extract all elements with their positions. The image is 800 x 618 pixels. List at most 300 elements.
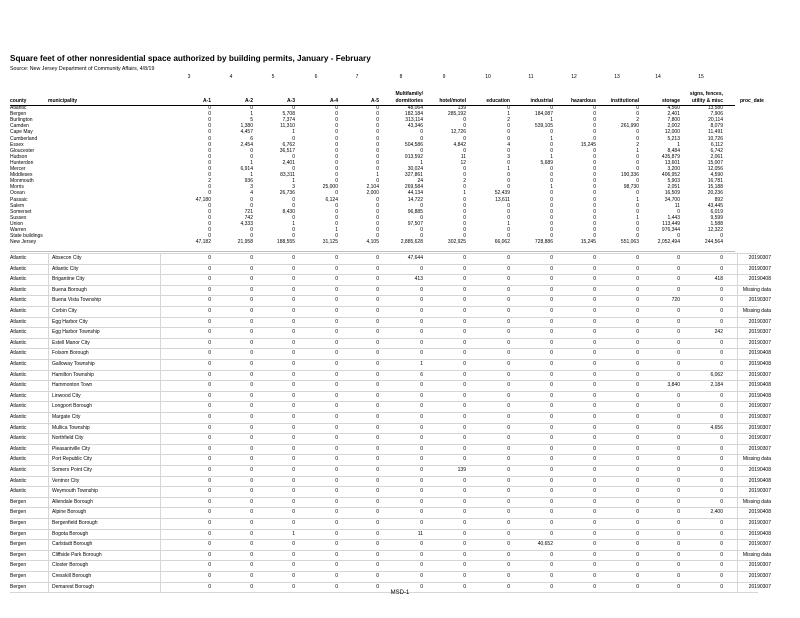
table-row bbox=[0, 423, 800, 434]
cell-a3: 0 bbox=[292, 308, 295, 314]
cell-a4: 0 bbox=[335, 424, 338, 431]
cell-hazardous: 0 bbox=[593, 530, 596, 537]
column-number: 3 bbox=[187, 74, 191, 80]
cell-industrial: 0 bbox=[550, 286, 553, 293]
cell-industrial: 0 bbox=[550, 318, 553, 325]
cell-signs: 0 bbox=[720, 562, 723, 569]
column-number: 5 bbox=[271, 74, 275, 80]
row-county: Atlantic bbox=[10, 488, 27, 495]
cell-hazardous: 0 bbox=[593, 498, 596, 505]
cell-institutional: 0 bbox=[636, 424, 639, 431]
row-county: Atlantic bbox=[10, 308, 27, 314]
cell-education: 0 bbox=[507, 392, 510, 399]
cell-a5: 0 bbox=[376, 392, 379, 399]
cell-proc-date: 20190408 bbox=[748, 276, 771, 283]
cell-hazardous: 0 bbox=[593, 562, 596, 569]
cell-multifamily: 0 bbox=[420, 214, 423, 221]
cell-a5: 0 bbox=[376, 255, 379, 261]
cell-hotel: 0 bbox=[463, 435, 466, 442]
cell-a3: 3 bbox=[292, 184, 295, 191]
cell-hazardous: 0 bbox=[593, 339, 596, 346]
row-county: Atlantic bbox=[10, 456, 27, 463]
cell-a4: 0 bbox=[335, 214, 338, 221]
cell-hazardous: 0 bbox=[593, 583, 596, 590]
cell-industrial: 0 bbox=[550, 297, 553, 304]
cell-education: 0 bbox=[507, 403, 510, 410]
cell-signs: 12,056 bbox=[707, 166, 723, 172]
cell-industrial: 184,087 bbox=[534, 111, 553, 118]
cell-signs: 4,656 bbox=[710, 424, 723, 431]
cell-signs: 0 bbox=[720, 361, 723, 367]
row-municipality: Pleasantville City bbox=[52, 445, 91, 452]
cell-hazardous: 0 bbox=[593, 329, 596, 336]
row-municipality: Longport Borough bbox=[52, 403, 93, 410]
cell-a5: 4,105 bbox=[366, 239, 379, 246]
cell-proc-date: 20190307 bbox=[748, 488, 771, 495]
cell-industrial: 0 bbox=[550, 477, 553, 484]
cell-signs: 242 bbox=[714, 329, 723, 336]
cell-a4: 0 bbox=[335, 541, 338, 548]
cell-institutional: 0 bbox=[636, 153, 639, 160]
cell-a4: 0 bbox=[335, 286, 338, 293]
cell-a3: 0 bbox=[292, 467, 295, 473]
cell-industrial: 0 bbox=[550, 196, 553, 203]
cell-hotel: 11 bbox=[460, 153, 466, 160]
cell-a4: 0 bbox=[335, 403, 338, 410]
cell-a3: 36,517 bbox=[279, 147, 295, 154]
cell-signs: 892 bbox=[714, 196, 723, 203]
cell-multifamily: 0 bbox=[420, 403, 423, 410]
cell-multifamily: 0 bbox=[420, 308, 423, 314]
header-a2: A-2 bbox=[244, 98, 253, 104]
cell-signs: 0 bbox=[720, 318, 723, 325]
cell-education: 0 bbox=[507, 530, 510, 537]
cell-multifamily: 1 bbox=[420, 159, 423, 166]
cell-industrial: 0 bbox=[550, 129, 553, 136]
cell-hotel: 0 bbox=[463, 286, 466, 293]
row-county: Bergen bbox=[10, 562, 27, 569]
cell-hotel: 0 bbox=[463, 227, 466, 233]
cell-storage: 0 bbox=[677, 329, 680, 336]
header-row-top bbox=[0, 91, 800, 97]
cell-signs: 0 bbox=[720, 498, 723, 505]
row-municipality: Egg Harbor City bbox=[52, 318, 88, 325]
row-municipality: Somers Point City bbox=[52, 467, 93, 473]
table-row bbox=[0, 444, 800, 455]
cell-industrial: 1 bbox=[550, 117, 553, 124]
cell-institutional: 0 bbox=[636, 530, 639, 537]
cell-a4: 0 bbox=[335, 520, 338, 526]
row-municipality: Folsom Borough bbox=[52, 350, 89, 357]
county-name: Morris bbox=[10, 184, 24, 191]
cell-hazardous: 0 bbox=[593, 123, 596, 130]
cell-signs: 10,726 bbox=[707, 135, 723, 142]
cell-a3: 0 bbox=[292, 339, 295, 346]
row-county: Atlantic bbox=[10, 297, 27, 304]
cell-education: 0 bbox=[507, 214, 510, 221]
cell-a3: 0 bbox=[292, 153, 295, 160]
state-total-row bbox=[0, 239, 800, 245]
cell-a4: 0 bbox=[335, 350, 338, 357]
cell-institutional: 0 bbox=[636, 445, 639, 452]
row-municipality: Corbin City bbox=[52, 308, 77, 314]
cell-a1: 0 bbox=[208, 105, 211, 111]
cell-a2: 0 bbox=[250, 573, 253, 579]
cell-storage: 0 bbox=[677, 286, 680, 293]
cell-a1: 0 bbox=[208, 202, 211, 209]
cell-a4: 0 bbox=[335, 361, 338, 367]
row-county: Atlantic bbox=[10, 445, 27, 452]
cell-a5: 0 bbox=[376, 153, 379, 160]
cell-industrial: 0 bbox=[550, 562, 553, 569]
table-row bbox=[0, 507, 800, 518]
cell-storage: 2,051 bbox=[667, 184, 680, 191]
cell-education: 0 bbox=[507, 371, 510, 378]
row-municipality: Galloway Township bbox=[52, 361, 95, 367]
cell-a2: 0 bbox=[250, 467, 253, 473]
cell-signs: 0 bbox=[720, 551, 723, 558]
cell-proc-date: 20190307 bbox=[748, 435, 771, 442]
cell-a5: 0 bbox=[376, 276, 379, 283]
cell-signs: 0 bbox=[720, 286, 723, 293]
cell-hazardous: 0 bbox=[593, 477, 596, 484]
header-county: county bbox=[10, 98, 27, 104]
cell-a5: 0 bbox=[376, 541, 379, 548]
cell-a3: 0 bbox=[292, 286, 295, 293]
cell-institutional: 0 bbox=[636, 361, 639, 367]
cell-a4: 0 bbox=[335, 141, 338, 148]
cell-proc-date: 20190307 bbox=[748, 445, 771, 452]
cell-hotel: 0 bbox=[463, 202, 466, 209]
cell-a2: 0 bbox=[250, 392, 253, 399]
column-number: 14 bbox=[655, 74, 661, 80]
cell-a4: 0 bbox=[335, 117, 338, 124]
row-rule bbox=[10, 380, 758, 381]
header-multifamily-top: Multifamily/ bbox=[395, 91, 423, 97]
cell-a3: 0 bbox=[292, 329, 295, 336]
cell-storage: 0 bbox=[677, 562, 680, 569]
cell-a1: 0 bbox=[208, 509, 211, 516]
header-proc-date: proc_date bbox=[740, 98, 764, 104]
cell-multifamily: 0 bbox=[420, 286, 423, 293]
cell-institutional: 0 bbox=[636, 129, 639, 136]
cell-a2: 1 bbox=[250, 111, 253, 118]
cell-a2: 4 bbox=[250, 190, 253, 197]
cell-a4: 0 bbox=[335, 488, 338, 495]
cell-a1: 0 bbox=[208, 392, 211, 399]
row-county: Atlantic bbox=[10, 339, 27, 346]
cell-industrial: 0 bbox=[550, 520, 553, 526]
cell-multifamily: 0 bbox=[420, 467, 423, 473]
cell-a5: 0 bbox=[376, 196, 379, 203]
cell-multifamily: 0 bbox=[420, 135, 423, 142]
county-name: Salem bbox=[10, 202, 25, 209]
cell-hazardous: 0 bbox=[593, 403, 596, 410]
row-municipality: Margate City bbox=[52, 414, 81, 420]
row-rule bbox=[10, 518, 758, 519]
cell-a5: 0 bbox=[376, 105, 379, 111]
cell-a4: 0 bbox=[335, 190, 338, 197]
column-number: 4 bbox=[229, 74, 233, 80]
cell-multifamily: 0 bbox=[420, 382, 423, 389]
cell-a1: 0 bbox=[208, 123, 211, 130]
cell-a5: 0 bbox=[376, 111, 379, 118]
cell-hazardous: 0 bbox=[593, 227, 596, 233]
cell-a2: 0 bbox=[250, 105, 253, 111]
cell-education: 0 bbox=[507, 123, 510, 130]
cell-industrial: 0 bbox=[550, 202, 553, 209]
cell-a5: 0 bbox=[376, 382, 379, 389]
cell-hazardous: 0 bbox=[593, 445, 596, 452]
row-rule bbox=[10, 264, 758, 265]
cell-signs: 0 bbox=[720, 403, 723, 410]
table-row bbox=[0, 327, 800, 338]
cell-institutional: 1 bbox=[636, 214, 639, 221]
cell-proc-date: 20190307 bbox=[748, 265, 771, 272]
cell-industrial: 0 bbox=[550, 214, 553, 221]
cell-hotel: 0 bbox=[463, 265, 466, 272]
cell-a5: 0 bbox=[376, 123, 379, 130]
county-name: Atlantic bbox=[10, 105, 27, 111]
cell-a4: 0 bbox=[335, 159, 338, 166]
cell-education: 0 bbox=[507, 265, 510, 272]
cell-hotel: 0 bbox=[463, 339, 466, 346]
cell-storage: 7,800 bbox=[667, 117, 680, 124]
cell-a1: 0 bbox=[208, 467, 211, 473]
row-municipality: Weymouth Township bbox=[52, 488, 98, 495]
cell-a4: 0 bbox=[335, 233, 338, 240]
row-county: Bergen bbox=[10, 509, 27, 516]
cell-institutional: 0 bbox=[636, 105, 639, 111]
cell-institutional: 0 bbox=[636, 190, 639, 197]
cell-multifamily: 0 bbox=[420, 350, 423, 357]
cell-signs: 0 bbox=[720, 339, 723, 346]
cell-proc-date: 20190307 bbox=[748, 255, 771, 261]
county-name: Hunterdon bbox=[10, 159, 34, 166]
row-municipality: Mullica Township bbox=[52, 424, 90, 431]
row-rule bbox=[10, 306, 758, 307]
cell-proc-date: 20190307 bbox=[748, 339, 771, 346]
cell-hotel: 0 bbox=[463, 541, 466, 548]
cell-a4: 0 bbox=[335, 202, 338, 209]
county-name: Passaic bbox=[10, 196, 28, 203]
cell-a4: 0 bbox=[335, 392, 338, 399]
row-rule bbox=[10, 401, 758, 402]
cell-a5: 0 bbox=[376, 445, 379, 452]
cell-a4: 0 bbox=[335, 573, 338, 579]
column-number: 10 bbox=[485, 74, 491, 80]
cell-a1: 0 bbox=[208, 141, 211, 148]
cell-signs: 15,007 bbox=[707, 159, 723, 166]
table-row bbox=[0, 295, 800, 306]
cell-multifamily: 1 bbox=[420, 361, 423, 367]
row-rule bbox=[10, 423, 758, 424]
row-municipality: Ventnor City bbox=[52, 477, 80, 484]
cell-multifamily: 30,024 bbox=[407, 166, 423, 172]
table-row bbox=[0, 391, 800, 402]
cell-signs: 6,742 bbox=[710, 147, 723, 154]
cell-a2: 0 bbox=[250, 583, 253, 590]
cell-education: 0 bbox=[507, 445, 510, 452]
cell-hazardous: 0 bbox=[593, 573, 596, 579]
cell-a5: 0 bbox=[376, 159, 379, 166]
cell-hazardous: 0 bbox=[593, 509, 596, 516]
cell-a1: 0 bbox=[208, 220, 211, 227]
cell-signs: 0 bbox=[720, 583, 723, 590]
cell-multifamily: 0 bbox=[420, 498, 423, 505]
cell-institutional: 0 bbox=[636, 573, 639, 579]
cell-a4: 0 bbox=[335, 456, 338, 463]
cell-signs: 15,188 bbox=[707, 184, 723, 191]
cell-industrial: 728,886 bbox=[534, 239, 553, 246]
cell-institutional: 0 bbox=[636, 308, 639, 314]
cell-signs: 0 bbox=[720, 297, 723, 304]
cell-institutional: 0 bbox=[636, 456, 639, 463]
row-municipality: Egg Harbor Township bbox=[52, 329, 100, 336]
cell-a5: 0 bbox=[376, 265, 379, 272]
cell-institutional: 0 bbox=[636, 159, 639, 166]
cell-multifamily: 24 bbox=[417, 178, 423, 185]
row-municipality: Demarest Borough bbox=[52, 583, 94, 590]
cell-a2: 0 bbox=[250, 520, 253, 526]
cell-a2: 0 bbox=[250, 265, 253, 272]
cell-proc-date: 20190307 bbox=[748, 318, 771, 325]
cell-a4: 0 bbox=[335, 129, 338, 136]
cell-industrial: 0 bbox=[550, 178, 553, 185]
cell-a1: 0 bbox=[208, 530, 211, 537]
cell-institutional: 0 bbox=[636, 477, 639, 484]
cell-a3: 26,736 bbox=[279, 190, 295, 197]
row-municipality: Northfield City bbox=[52, 435, 84, 442]
cell-multifamily: 0 bbox=[420, 202, 423, 209]
cell-a3: 0 bbox=[292, 382, 295, 389]
cell-storage: 4,560 bbox=[667, 105, 680, 111]
row-municipality: Hammonton Town bbox=[52, 382, 93, 389]
cell-a4: 0 bbox=[335, 147, 338, 154]
cell-a3: 6,762 bbox=[282, 141, 295, 148]
column-number: 13 bbox=[614, 74, 620, 80]
cell-a2: 936 bbox=[244, 178, 253, 185]
cell-proc-date: 20190408 bbox=[748, 509, 771, 516]
cell-a3: 0 bbox=[292, 435, 295, 442]
cell-multifamily: 0 bbox=[420, 509, 423, 516]
cell-a4: 25,000 bbox=[322, 184, 338, 191]
cell-a1: 0 bbox=[208, 477, 211, 484]
cell-hazardous: 0 bbox=[593, 265, 596, 272]
cell-hotel: 2 bbox=[463, 178, 466, 185]
cell-storage: 0 bbox=[677, 255, 680, 261]
cell-a5: 0 bbox=[376, 583, 379, 590]
cell-hazardous: 0 bbox=[593, 105, 596, 111]
cell-storage: 3,200 bbox=[667, 166, 680, 172]
cell-education: 0 bbox=[507, 329, 510, 336]
cell-industrial: 0 bbox=[550, 424, 553, 431]
row-county: Bergen bbox=[10, 541, 27, 548]
cell-hazardous: 0 bbox=[593, 520, 596, 526]
cell-storage: 0 bbox=[677, 445, 680, 452]
page-footer: MSD-1 bbox=[390, 590, 410, 596]
cell-a4: 0 bbox=[335, 135, 338, 142]
cell-a1: 0 bbox=[208, 361, 211, 367]
cell-industrial: 0 bbox=[550, 208, 553, 215]
cell-storage: 406,952 bbox=[661, 172, 680, 179]
cell-a5: 0 bbox=[376, 551, 379, 558]
row-rule bbox=[10, 497, 758, 498]
cell-a4: 0 bbox=[335, 467, 338, 473]
table-row bbox=[0, 465, 800, 476]
cell-education: 0 bbox=[507, 456, 510, 463]
cell-a3: 0 bbox=[292, 166, 295, 172]
cell-a1: 0 bbox=[208, 159, 211, 166]
cell-a2: 0 bbox=[250, 456, 253, 463]
cell-education: 52,439 bbox=[494, 190, 510, 197]
cell-institutional: 261,990 bbox=[620, 123, 639, 130]
cell-a2: 0 bbox=[250, 530, 253, 537]
cell-a1: 0 bbox=[208, 562, 211, 569]
header-a3: A-3 bbox=[286, 98, 295, 104]
cell-a2: 0 bbox=[250, 227, 253, 233]
row-rule bbox=[10, 391, 758, 392]
cell-storage: 0 bbox=[677, 276, 680, 283]
cell-hazardous: 0 bbox=[593, 286, 596, 293]
cell-hotel: 0 bbox=[463, 509, 466, 516]
cell-signs: 0 bbox=[720, 530, 723, 537]
cell-a2: 0 bbox=[250, 541, 253, 548]
cell-a1: 0 bbox=[208, 403, 211, 410]
cell-a2: 0 bbox=[250, 202, 253, 209]
cell-hazardous: 0 bbox=[593, 308, 596, 314]
cell-storage: 0 bbox=[677, 488, 680, 495]
row-municipality: Buena Borough bbox=[52, 286, 87, 293]
cell-institutional: 0 bbox=[636, 166, 639, 172]
cell-institutional: 0 bbox=[636, 488, 639, 495]
cell-a4: 0 bbox=[335, 445, 338, 452]
cell-multifamily: 313,114 bbox=[405, 117, 423, 124]
cell-a1: 0 bbox=[208, 172, 211, 179]
cell-proc-date: 20190307 bbox=[748, 403, 771, 410]
table-row bbox=[0, 380, 800, 391]
cell-multifamily: 0 bbox=[420, 424, 423, 431]
cell-a4: 1 bbox=[335, 227, 338, 233]
cell-a2: 0 bbox=[250, 509, 253, 516]
cell-industrial: 0 bbox=[550, 382, 553, 389]
cell-institutional: 0 bbox=[636, 339, 639, 346]
table-row bbox=[0, 539, 800, 550]
cell-multifamily: 913,592 bbox=[404, 153, 423, 160]
cell-education: 1 bbox=[507, 166, 510, 172]
cell-storage: 0 bbox=[677, 498, 680, 505]
cell-signs: 0 bbox=[720, 233, 723, 240]
row-rule bbox=[10, 454, 758, 455]
cell-multifamily: 0 bbox=[420, 392, 423, 399]
cell-education: 0 bbox=[507, 488, 510, 495]
cell-institutional: 0 bbox=[636, 329, 639, 336]
cell-education: 0 bbox=[507, 184, 510, 191]
cell-a3: 0 bbox=[292, 227, 295, 233]
cell-a5: 0 bbox=[376, 297, 379, 304]
cell-a3: 1 bbox=[292, 530, 295, 537]
cell-industrial: 0 bbox=[550, 233, 553, 240]
cell-a4: 0 bbox=[335, 583, 338, 590]
table-row bbox=[0, 529, 800, 540]
cell-a4: 0 bbox=[335, 297, 338, 304]
cell-a3: 0 bbox=[292, 573, 295, 579]
cell-education: 0 bbox=[507, 583, 510, 590]
column-number-row bbox=[0, 74, 800, 80]
row-county: Atlantic bbox=[10, 403, 27, 410]
cell-proc-date: Missing data bbox=[742, 551, 771, 558]
cell-a3: 83,311 bbox=[280, 172, 295, 179]
